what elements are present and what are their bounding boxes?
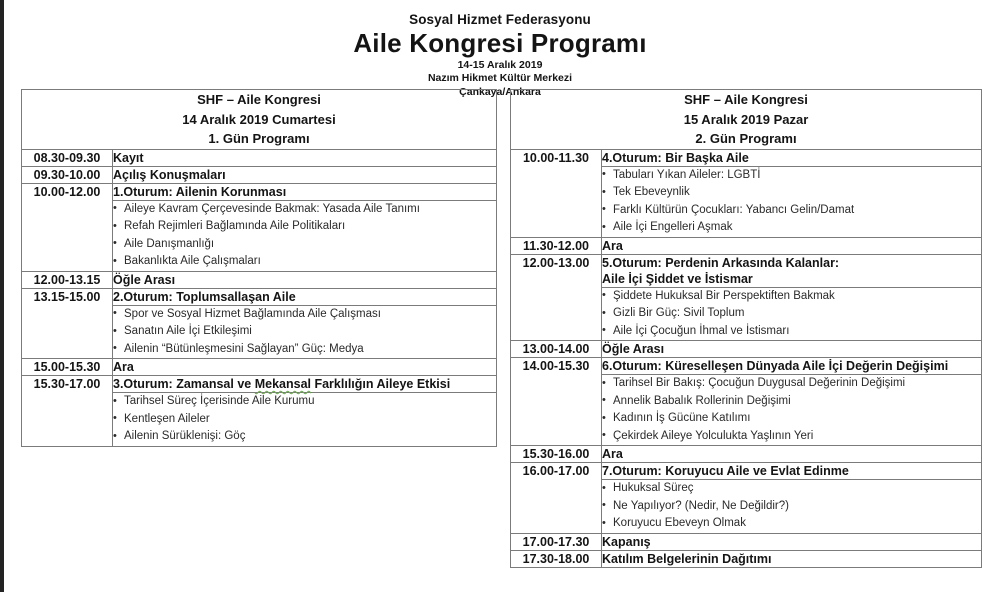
session-topics (602, 375, 982, 446)
day1-header-line1: SHF – Aile Kongresi (197, 92, 321, 107)
table-row (22, 166, 497, 183)
topic-list (113, 201, 496, 271)
list-item: • Ailenin Sürüklenişi: Göç (113, 428, 496, 446)
session-title-line2: Aile İçi Şiddet ve İstismar (602, 271, 753, 286)
table-row (22, 271, 497, 288)
session-topics (113, 393, 497, 447)
table-row (511, 254, 982, 287)
session-time: 16.00-17.00 (511, 463, 602, 534)
document-header (0, 12, 1000, 98)
day2-header-line1: SHF – Aile Kongresi (684, 92, 808, 107)
session-title: Kapanış (602, 533, 982, 550)
event-city: Çankaya/Ankara (459, 85, 541, 98)
session-time: 15.30-17.00 (22, 376, 113, 447)
table-row (22, 183, 497, 200)
session-title: Ara (602, 237, 982, 254)
session-time: 10.00-11.30 (511, 149, 602, 237)
session-topics (113, 305, 497, 359)
session-title: Öğle Arası (602, 341, 982, 358)
table-row (22, 288, 497, 305)
session-topics (602, 287, 982, 341)
day2-schedule-table (510, 89, 982, 568)
list-item: • Aile İçi Engelleri Aşmak (602, 219, 981, 237)
session-time: 17.00-17.30 (511, 533, 602, 550)
session-time: 11.30-12.00 (511, 237, 602, 254)
list-item: • Tarihsel Süreç İçerisinde Aile Kurumu (113, 393, 496, 411)
topic-list (602, 167, 981, 237)
session-title: Ara (602, 446, 982, 463)
session-title: 1.Oturum: Ailenin Korunması (113, 183, 497, 200)
session-time: 15.30-16.00 (511, 446, 602, 463)
day2-header-line3: 2. Gün Programı (695, 131, 797, 146)
session-topics (113, 200, 497, 271)
session-time: 13.00-14.00 (511, 341, 602, 358)
session-time: 09.30-10.00 (22, 166, 113, 183)
table-row (511, 341, 982, 358)
federation-name: Sosyal Hizmet Federasyonu (409, 12, 591, 27)
table-row (511, 149, 982, 166)
session-time: 15.00-15.30 (22, 359, 113, 376)
topic-list (602, 480, 981, 533)
list-item: • Farklı Kültürün Çocukları: Yabancı Gelin/Damat (602, 202, 981, 220)
list-item: • Bakanlıkta Aile Çalışmaları (113, 253, 496, 271)
session-title: 2.Oturum: Toplumsallaşan Aile (113, 288, 497, 305)
table-row (511, 533, 982, 550)
day2-header-row (511, 90, 982, 150)
list-item: • Şiddete Hukuksal Bir Perspektiften Bakmak (602, 288, 981, 306)
session-time: 12.00-13.15 (22, 271, 113, 288)
session-time: 12.00-13.00 (511, 254, 602, 341)
session-title: Ara (113, 359, 497, 376)
session-title: Açılış Konuşmaları (113, 166, 497, 183)
list-item: • Gizli Bir Güç: Sivil Toplum (602, 305, 981, 323)
table-row (22, 149, 497, 166)
list-item: • Aileye Kavram Çerçevesinde Bakmak: Yasada Aile Tanımı (113, 201, 496, 219)
day1-table-header (22, 90, 497, 150)
list-item: • Ailenin “Bütünleşmesini Sağlayan” Güç: Medya (113, 341, 496, 359)
topic-list (113, 393, 496, 446)
topic-list (602, 288, 981, 341)
day1-schedule-table (21, 89, 497, 447)
session-title: 6.Oturum: Küreselleşen Dünyada Aile İçi Değerin Değişimi (602, 358, 982, 375)
list-item: • Aile Danışmanlığı (113, 236, 496, 254)
session-time: 14.00-15.30 (511, 358, 602, 446)
session-time: 17.30-18.00 (511, 550, 602, 567)
session-time: 10.00-12.00 (22, 183, 113, 271)
session-title: 4.Oturum: Bir Başka Aile (602, 149, 982, 166)
session-title-misspelled-word: Mekansal (254, 377, 311, 391)
session-title-pre: 3.Oturum: Zamansal ve (113, 377, 255, 391)
event-dates: 14-15 Aralık 2019 (457, 59, 543, 71)
day1-header-row (22, 90, 497, 150)
day2-header-line2: 15 Aralık 2019 Pazar (683, 111, 809, 127)
list-item: • Koruyucu Ebeveyn Olmak (602, 515, 981, 533)
session-topics (602, 480, 982, 534)
list-item: • Tabuları Yıkan Aileler: LGBTİ (602, 167, 981, 185)
list-item: • Spor ve Sosyal Hizmet Bağlamında Aile Çalışması (113, 306, 496, 324)
event-venue: Nazım Hikmet Kültür Merkezi (427, 72, 573, 85)
session-title: Kayıt (113, 149, 497, 166)
session-title-line1: 5.Oturum: Perdenin Arkasında Kalanlar: (602, 255, 840, 270)
session-title-post: Farklılığın Aileye Etkisi (311, 377, 451, 391)
table-row (511, 550, 982, 567)
table-row (22, 376, 497, 393)
session-topics (602, 166, 982, 237)
session-title: 7.Oturum: Koruyucu Aile ve Evlat Edinme (602, 463, 982, 480)
session-title: Öğle Arası (113, 271, 497, 288)
list-item: • Refah Rejimleri Bağlamında Aile Politikaları (113, 218, 496, 236)
topic-list (602, 375, 981, 445)
list-item: • Ne Yapılıyor? (Nedir, Ne Değildir?) (602, 498, 981, 516)
list-item: • Tek Ebeveynlik (602, 184, 981, 202)
list-item: • Tarihsel Bir Bakış: Çocuğun Duygusal Değerinin Değişimi (602, 375, 981, 393)
list-item: • Kadının İş Gücüne Katılımı (602, 410, 981, 428)
table-row (22, 359, 497, 376)
day1-header-line2: 14 Aralık 2019 Cumartesi (182, 111, 336, 127)
table-row (511, 237, 982, 254)
topic-list (113, 306, 496, 359)
list-item: • Hukuksal Süreç (602, 480, 981, 498)
list-item: • Sanatın Aile İçi Etkileşimi (113, 323, 496, 341)
table-row (511, 446, 982, 463)
session-title (602, 254, 982, 287)
session-title (113, 376, 497, 393)
day1-header-line3: 1. Gün Programı (208, 131, 310, 146)
table-row (511, 358, 982, 375)
session-time: 08.30-09.30 (22, 149, 113, 166)
list-item: • Annelik Babalık Rollerinin Değişimi (602, 393, 981, 411)
list-item: • Çekirdek Aileye Yolculukta Yaşlının Yeri (602, 428, 981, 446)
day2-table-header (511, 90, 982, 150)
page-title: Aile Kongresi Programı (353, 28, 647, 58)
session-time: 13.15-15.00 (22, 288, 113, 359)
list-item: • Kentleşen Aileler (113, 411, 496, 429)
session-title: Katılım Belgelerinin Dağıtımı (602, 550, 982, 567)
table-row (511, 463, 982, 480)
list-item: • Aile İçi Çocuğun İhmal ve İstismarı (602, 323, 981, 341)
